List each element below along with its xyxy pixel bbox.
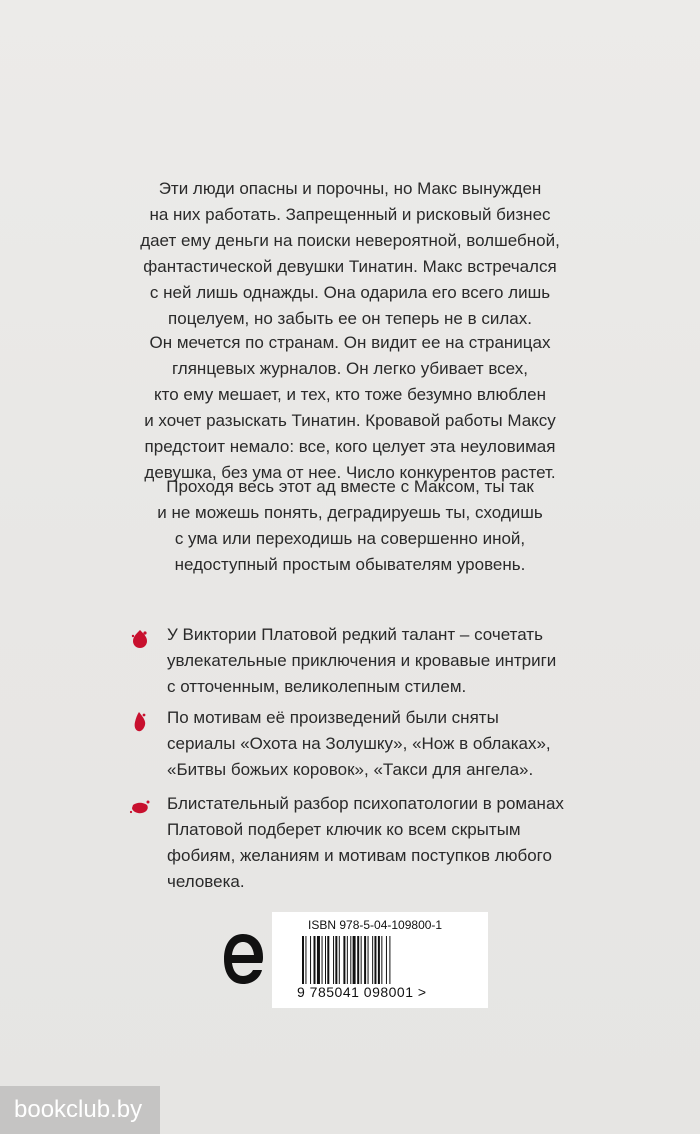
bullet-line: По мотивам её произведений были сняты — [167, 708, 499, 727]
eksmo-logo-icon — [220, 930, 266, 988]
bullet-line: Блистательный разбор психопатологии в романах — [167, 794, 564, 813]
bullet-line: Платовой подберет ключик ко всем скрытым — [167, 820, 521, 839]
isbn-number: ISBN 978-5-04-109800-1 — [308, 918, 443, 932]
blood-drop-icon — [129, 797, 151, 819]
blurb-line: и не можешь понять, деградируешь ты, сходишь — [157, 503, 543, 522]
bullet-line: сериалы «Охота на Золушку», «Нож в облаках», — [167, 734, 551, 753]
blurb-line: на них работать. Запрещенный и рисковый бизнес — [149, 205, 551, 224]
blurb-paragraph-1 — [120, 176, 580, 332]
barcode-digits: 9 785041 098001 > — [297, 984, 427, 1000]
bullet-line: фобиям, желаниям и мотивам поступков любого — [167, 846, 552, 865]
watermark: bookclub.by — [14, 1096, 143, 1123]
blurb-line: Эти люди опасны и порочны, но Макс вынужден — [158, 179, 542, 198]
blurb-line: поцелуем, но забыть ее он теперь не в силах. — [168, 309, 532, 328]
blurb-line: Он мечется по странам. Он видит ее на страницах — [149, 333, 551, 352]
blurb-line: с ума или переходишь на совершенно иной, — [174, 529, 526, 548]
blurb-line: дает ему деньги на поиски невероятной, волшебной, — [140, 231, 560, 250]
blurb-line: кто ему мешает, и тех, кто тоже безумно влюблен — [154, 385, 546, 404]
bullet-line: увлекательные приключения и кровавые интриги — [167, 651, 557, 670]
blurb-line: девушка, без ума от нее. Число конкурентов растет. — [144, 463, 556, 482]
bullet-line: с отточенным, великолепным стилем. — [167, 677, 467, 696]
blurb-line: недоступный простым обывателям уровень. — [174, 555, 526, 574]
barcode-bars — [302, 936, 462, 984]
bullet-line: человека. — [167, 872, 245, 891]
bullet-line: «Битвы божьих коровок», «Такси для ангела». — [167, 760, 534, 779]
blurb-line: и хочет разыскать Тинатин. Кровавой работы Максу — [144, 411, 556, 430]
blurb-line: предстоит немало: все, кого целует эта неуловимая — [144, 437, 556, 456]
barcode — [272, 912, 488, 1008]
blurb-line: глянцевых журналов. Он легко убивает всех, — [171, 359, 528, 378]
blurb-paragraph-3 — [120, 474, 580, 578]
blurb-line: с ней лишь однажды. Она одарила его всего лишь — [149, 283, 551, 302]
blurb-paragraph-2 — [120, 330, 580, 486]
bullet-line: У Виктории Платовой редкий талант – сочетать — [167, 625, 543, 644]
blood-drop-icon — [129, 628, 151, 650]
blood-drop-icon — [129, 711, 151, 733]
blurb-line: Проходя весь этот ад вместе с Максом, ты так — [166, 477, 534, 496]
blurb-line: фантастической девушки Тинатин. Макс встречался — [143, 257, 557, 276]
